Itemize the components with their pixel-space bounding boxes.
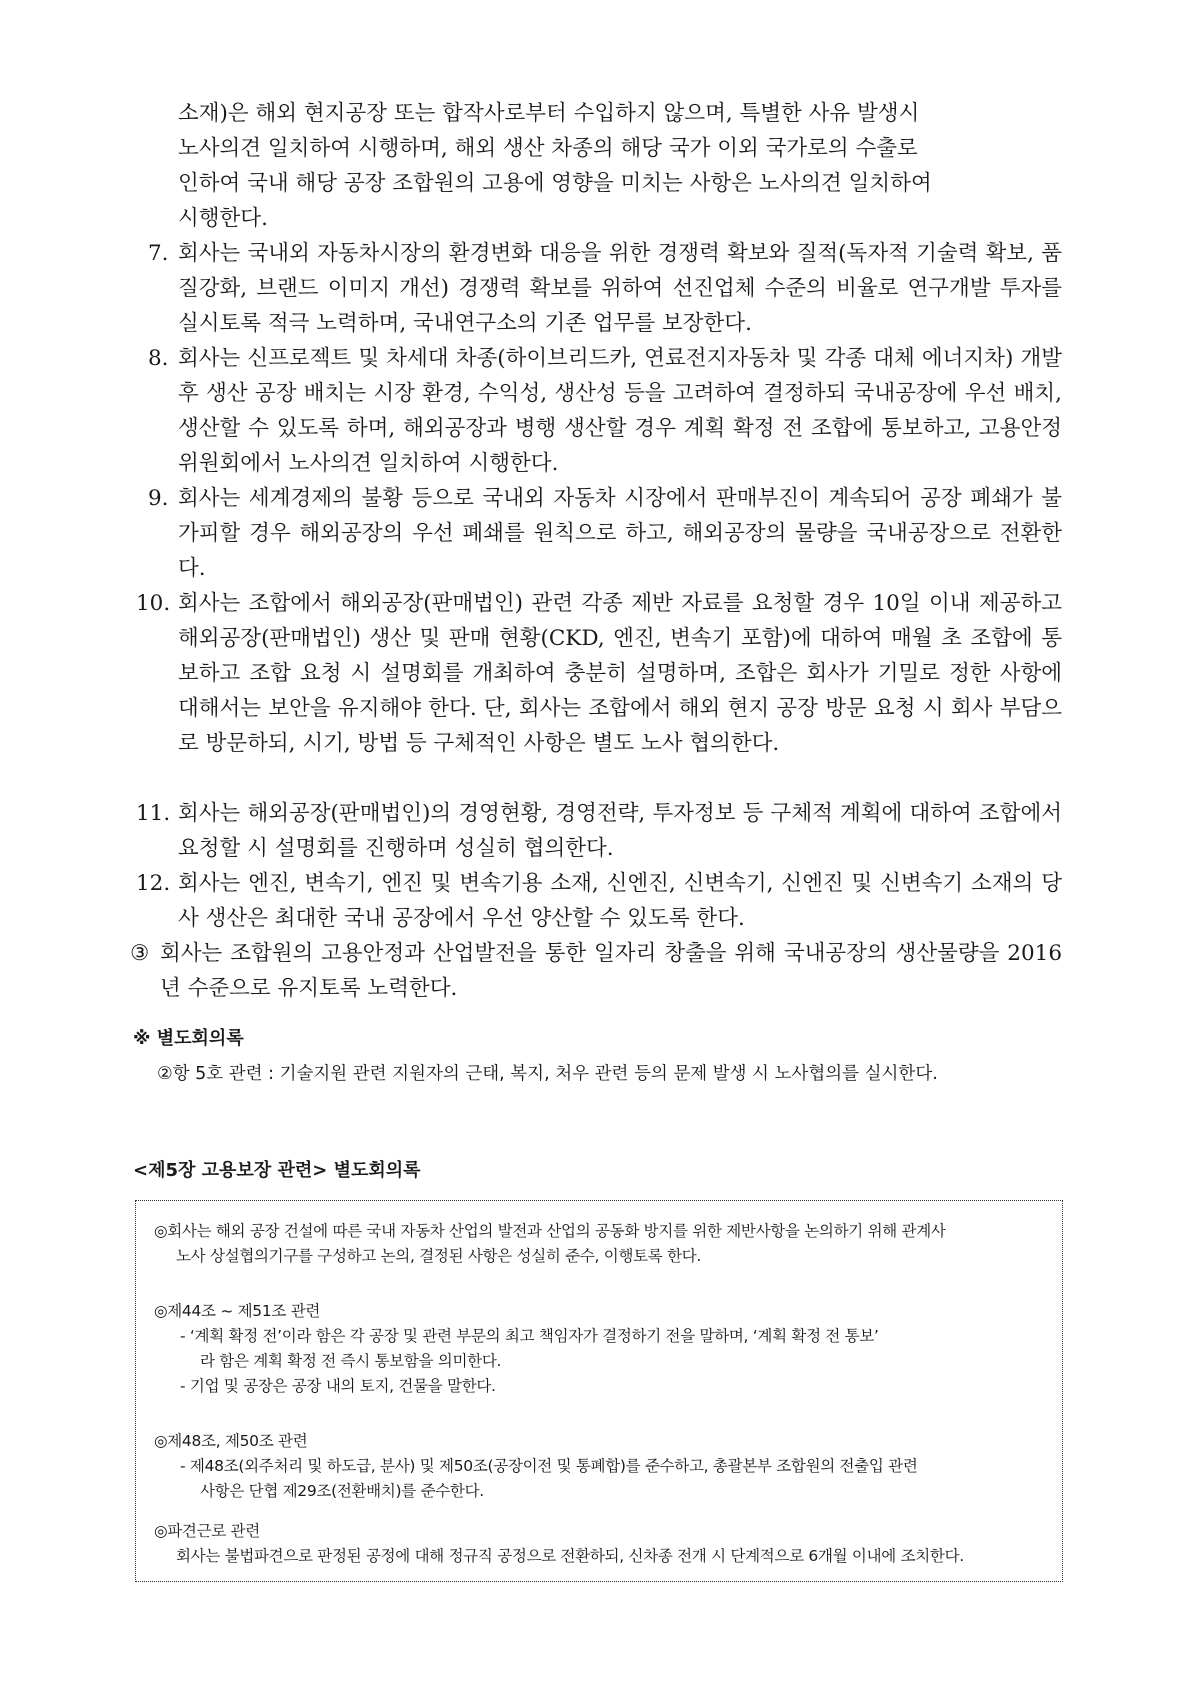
box-line: - 기업 및 공장은 공장 내의 토지, 건물을 말한다.	[180, 1377, 496, 1395]
item-7	[148, 236, 1062, 341]
item-number: 10.	[136, 591, 171, 616]
item-number: 9.	[148, 486, 169, 511]
note-heading: ※ 별도회의록	[133, 1028, 244, 1049]
item-number: 8.	[148, 346, 169, 371]
box-block-1	[154, 1219, 946, 1269]
box-block-2	[154, 1299, 879, 1399]
box-line: 노사 상설협의기구를 구성하고 논의, 결정된 사항은 성실히 준수, 이행토록 한다.	[176, 1247, 702, 1265]
item-11	[136, 796, 1062, 866]
box-line: - ‘계획 확정 전’이라 함은 각 공장 및 관련 부문의 최고 책임자가 결정하기 전을 말하며, ‘계획 확정 전 통보’	[180, 1327, 879, 1345]
item-10	[136, 586, 1062, 761]
item-8	[148, 341, 1062, 481]
item-number: 12.	[136, 871, 171, 896]
item-text: 회사는 조합에서 해외공장(판매법인) 관련 각종 제반 자료를 요청할 경우 10일 이내 제공하고 해외공장(판매법인) 생산 및 판매 현황(CKD, 엔진, 변속기 포함)에 대하여 매월 초 조합에 통보하고 조합 요청 시 설명회를 개최하여 충분히 설명하며, 조합은 회사가 기밀로 정한 사항에 대해서는 보안을 유지해야 한다. 단, 회사는 조합에서 해외 현지 공장 방문 요청 시 회사 부담으로 방문하되, 시기, 방법 등 구체적인 사항은 별도 노사 협의한다.	[178, 591, 1062, 756]
box-line: ◎파견근로 관련	[154, 1522, 260, 1540]
box-block-3	[154, 1429, 918, 1504]
clause-3	[130, 936, 1062, 1006]
continuation-line: 인하여 국내 해당 공장 조합원의 고용에 영향을 미치는 사항은 노사의견 일치하여	[178, 171, 932, 196]
clause-number: ③	[130, 941, 150, 966]
box-line: 사항은 단협 제29조(전환배치)를 준수한다.	[200, 1482, 484, 1500]
item-9	[148, 481, 1062, 586]
item-12	[136, 866, 1062, 936]
box-line: 라 함은 계획 확정 전 즉시 통보함을 의미한다.	[200, 1352, 502, 1370]
continuation-line: 소재)은 해외 현지공장 또는 합작사로부터 수입하지 않으며, 특별한 사유 발생시	[178, 101, 920, 126]
item-number: 7.	[148, 241, 169, 266]
item-text: 회사는 신프로젝트 및 차세대 차종(하이브리드카, 연료전지자동차 및 각종 대체 에너지차) 개발 후 생산 공장 배치는 시장 환경, 수익성, 생산성 등을 고려하여 결정하되 국내공장에 우선 배치, 생산할 수 있도록 하며, 해외공장과 병행 생산할 경우 계획 확정 전 조합에 통보하고, 고용안정위원회에서 노사의견 일치하여 시행한다.	[178, 346, 1062, 476]
clause-text: 회사는 조합원의 고용안정과 산업발전을 통한 일자리 창출을 위해 국내공장의 생산물량을 2016년 수준으로 유지토록 노력한다.	[160, 941, 1062, 1001]
box-title: <제5장 고용보장 관련> 별도회의록	[133, 1160, 421, 1181]
item-text: 회사는 엔진, 변속기, 엔진 및 변속기용 소재, 신엔진, 신변속기, 신엔진 및 신변속기 소재의 당사 생산은 최대한 국내 공장에서 우선 양산할 수 있도록 한다.	[178, 871, 1062, 931]
continuation-line: 시행한다.	[178, 206, 268, 231]
box-block-4	[154, 1519, 964, 1569]
item-text: 회사는 세계경제의 불황 등으로 국내외 자동차 시장에서 판매부진이 계속되어 공장 폐쇄가 불가피할 경우 해외공장의 우선 폐쇄를 원칙으로 하고, 해외공장의 물량을 국내공장으로 전환한다.	[178, 486, 1062, 581]
box-line: - 제48조(외주처리 및 하도급, 분사) 및 제50조(공장이전 및 통폐합)를 준수하고, 총괄본부 조합원의 전출입 관련	[180, 1457, 918, 1475]
item-text: 회사는 해외공장(판매법인)의 경영현황, 경영전략, 투자정보 등 구체적 계획에 대하여 조합에서 요청할 시 설명회를 진행하며 성실히 협의한다.	[178, 801, 1062, 861]
note-text: ②항 5호 관련 : 기술지원 관련 지원자의 근태, 복지, 처우 관련 등의 문제 발생 시 노사협의를 실시한다.	[157, 1064, 938, 1084]
box-line: ◎제44조 ~ 제51조 관련	[154, 1302, 321, 1320]
box-line: ◎제48조, 제50조 관련	[154, 1432, 308, 1450]
continuation-line: 노사의견 일치하여 시행하며, 해외 생산 차종의 해당 국가 이외 국가로의 수출로	[178, 136, 918, 161]
item-text: 회사는 국내외 자동차시장의 환경변화 대응을 위한 경쟁력 확보와 질적(독자적 기술력 확보, 품질강화, 브랜드 이미지 개선) 경쟁력 확보를 위하여 선진업체 수준의 비율로 연구개발 투자를 실시토록 적극 노력하며, 국내연구소의 기존 업무를 보장한다.	[178, 241, 1062, 336]
minutes-box	[135, 1200, 1063, 1582]
item-6-continuation	[178, 96, 1062, 236]
box-line: 회사는 불법파견으로 판정된 공정에 대해 정규직 공정으로 전환하되, 신차종 전개 시 단계적으로 6개월 이내에 조치한다.	[176, 1547, 964, 1565]
item-number: 11.	[136, 801, 171, 826]
box-line: ◎회사는 해외 공장 건설에 따른 국내 자동차 산업의 발전과 산업의 공동화 방지를 위한 제반사항을 논의하기 위해 관계사	[154, 1222, 946, 1240]
